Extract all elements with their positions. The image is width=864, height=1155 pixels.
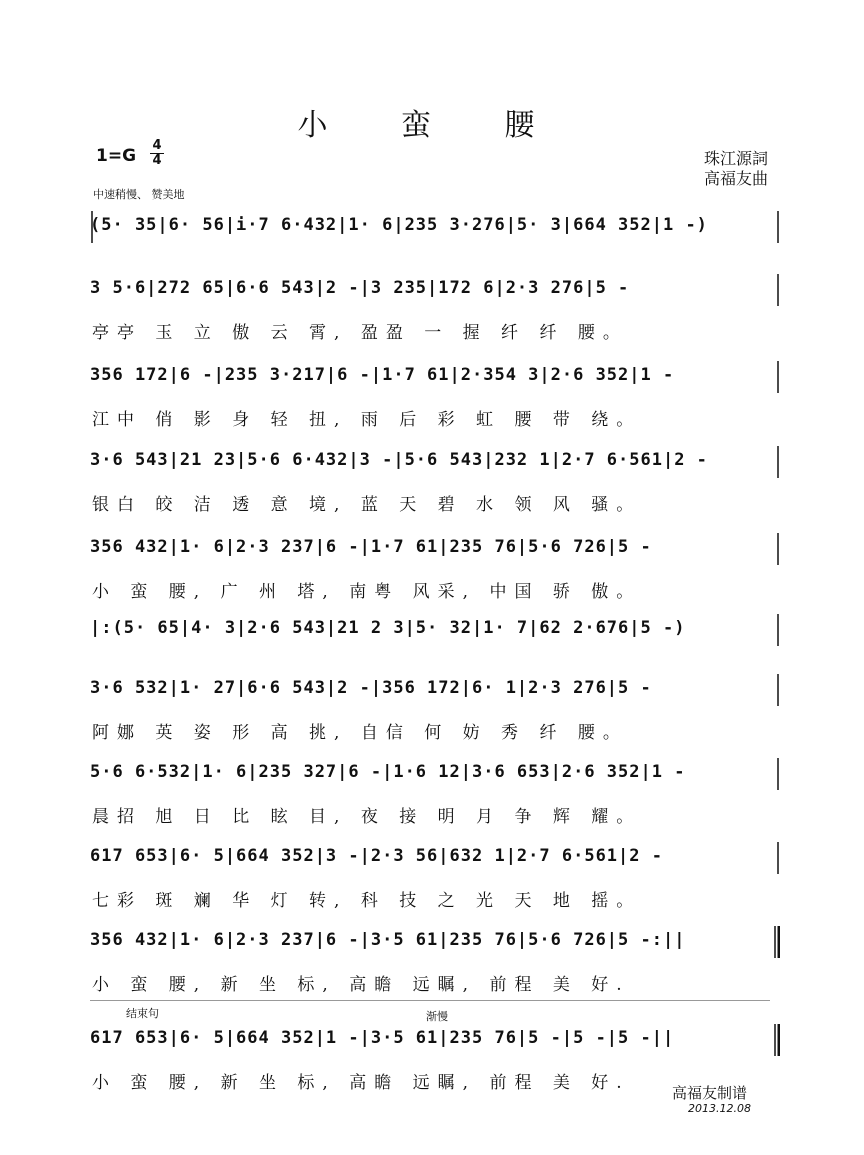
ritardando-label: 渐慢: [426, 1010, 448, 1023]
notation-line: 5·6 6·532|1· 6|235 327|6 -|1·6 12|3·6 653|2·6 352|1 -: [90, 762, 686, 782]
signature: 高福友制谱: [672, 1084, 748, 1102]
lyric-line: 小 蛮 腰, 新 坐 标, 高瞻 远瞩, 前程 美 好.: [92, 975, 630, 995]
lyric-line: 江中 俏 影 身 轻 扭, 雨 后 彩 虹 腰 带 绕。: [92, 410, 642, 430]
time-signature-top: 4: [152, 138, 162, 153]
song-title: 小 蛮 腰: [297, 108, 567, 143]
notation-line: |:(5· 65|4· 3|2·6 543|21 2 3|5· 32|1· 7|62 2·676|5 -): [90, 618, 686, 638]
lyric-line: 小 蛮 腰, 广 州 塔, 南粤 风采, 中国 骄 傲。: [92, 582, 642, 602]
volta-bracket: [90, 1000, 770, 1001]
time-signature: [150, 140, 164, 167]
lyric-line: 小 蛮 腰, 新 坐 标, 高瞻 远瞩, 前程 美 好.: [92, 1073, 630, 1093]
date: 2013.12.08: [688, 1102, 751, 1115]
ending-label: 结束句: [126, 1007, 159, 1020]
notation-line: 3 5·6|272 65|6·6 543|2 -|3 235|172 6|2·3 276|5 -: [90, 278, 630, 298]
notation-line: 3·6 543|21 23|5·6 6·432|3 -|5·6 543|232 1|2·7 6·561|2 -: [90, 450, 708, 470]
key-signature: 1=G: [96, 146, 137, 166]
lyric-line: 七彩 斑 斓 华 灯 转, 科 技 之 光 天 地 摇。: [92, 891, 642, 911]
lyricist-credit: 珠江源詞: [703, 149, 768, 168]
tempo-marking: 中速稍慢、 赞美地: [93, 188, 185, 201]
lyric-line: 晨招 旭 日 比 眩 目, 夜 接 明 月 争 辉 耀。: [92, 807, 642, 827]
lyric-line: 亭亭 玉 立 傲 云 霄, 盈盈 一 握 纤 纤 腰。: [92, 323, 628, 343]
notation-line: 3·6 532|1· 27|6·6 543|2 -|356 172|6· 1|2·3 276|5 -: [90, 678, 652, 698]
time-signature-bottom: 4: [152, 153, 162, 168]
notation-line: (5· 35|6· 56|i·7 6·432|1· 6|235 3·276|5· 3|664 352|1 -): [90, 215, 708, 235]
lyric-line: 阿娜 英 姿 形 高 挑, 自信 何 妨 秀 纤 腰。: [92, 723, 628, 743]
notation-line: 356 432|1· 6|2·3 237|6 -|3·5 61|235 76|5·6 726|5 -:||: [90, 930, 686, 950]
composer-credit: 高福友曲: [703, 169, 768, 188]
notation-line: 617 653|6· 5|664 352|3 -|2·3 56|632 1|2·7 6·561|2 -: [90, 846, 663, 866]
notation-line: 617 653|6· 5|664 352|1 -|3·5 61|235 76|5 -|5 -|5 -||: [90, 1028, 675, 1048]
lyric-line: 银白 皎 洁 透 意 境, 蓝 天 碧 水 领 风 骚。: [92, 495, 642, 515]
notation-line: 356 172|6 -|235 3·217|6 -|1·7 61|2·354 3|2·6 352|1 -: [90, 365, 675, 385]
notation-line: 356 432|1· 6|2·3 237|6 -|1·7 61|235 76|5·6 726|5 -: [90, 537, 652, 557]
